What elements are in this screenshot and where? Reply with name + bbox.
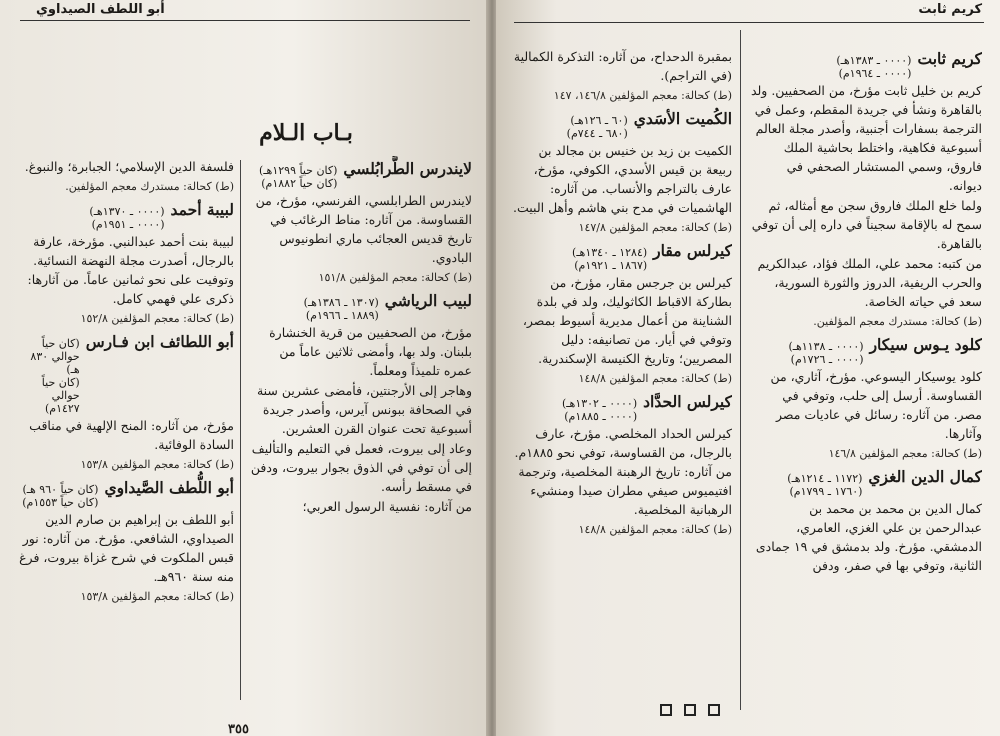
- header-rule: [20, 20, 470, 21]
- entry-text: الكميت بن زيد بن خنيس بن مجالد بن ربيعة بن قيس الأسدي، الكوفي، مؤرخ، عارف بالتراجم والأنساب. من آثاره: الهاشميات في مدح بني هاشم وأهل البيت.: [513, 143, 732, 215]
- entry-name: كيرلس مقار: [653, 241, 732, 260]
- entry-dates: (٦٠ ـ ١٢٦هـ) (٦٨٠ ـ ٧٤٤م): [566, 114, 628, 140]
- entry-heading: [750, 467, 982, 498]
- square-ornament: [708, 704, 720, 716]
- entry-name: كريم ثابت: [917, 49, 982, 68]
- entry-dates: (٠٠٠٠ ـ ١٣٨٣هـ) (٠٠٠٠ ـ ١٩٦٤م): [836, 54, 912, 80]
- entry-text: فلسفة الدين الإسلامي؛ الجبابرة؛ والنبوغ.: [24, 159, 234, 174]
- entry-heading: [750, 49, 982, 80]
- column-divider: [740, 30, 741, 710]
- entry-name: كلود يـوس سيكار: [869, 335, 982, 354]
- entry-reference: (ط) كحالة: معجم المؤلفين ١٤٧/٨: [578, 221, 732, 234]
- entry-text: من آثاره: نفسية الرسول العربي؛: [302, 499, 472, 514]
- entry-dates: (٠٠٠٠ ـ ١١٣٨هـ) (٠٠٠٠ ـ ١٧٢٦م): [788, 340, 864, 366]
- column-c: [510, 46, 732, 706]
- entry-dates: (٠٠٠٠ ـ ١٣٠٢هـ) (٠٠٠٠ ـ ١٨٨٥م): [562, 397, 638, 423]
- entry-name: أبو اللُّطف الصَّيداوي: [104, 478, 234, 497]
- entry-reference: (ط) كحالة: معجم المؤلفين ١٥٣/٨: [80, 458, 234, 471]
- entry-text: من كتبه: محمد علي، الملك فؤاد، عبدالكريم والحرب الريفية، الدروز والثورة السورية، سعد في حياته الخاصة.: [757, 256, 982, 309]
- entry-heading: [750, 335, 982, 366]
- entry-text: وهاجر إلى الأرجنتين، فأمضى عشرين سنة في الصحافة ببونس آيرس، وأصدر جريدة أسبوعية تحت عنوان القرن العشرين.: [256, 383, 472, 436]
- entry-reference: (ط) كحالة: معجم المؤلفين ١٥٣/٨: [80, 590, 234, 603]
- entry-name: كمال الدين الغزي: [868, 467, 982, 486]
- entry-reference: (ط) كحالة: مستدرك معجم المؤلفين.: [65, 180, 234, 193]
- entry-name: لبيبة أحمد: [170, 200, 234, 219]
- entry-reference: (ط) كحالة: معجم المؤلفين ١٤٦/٨: [828, 447, 982, 460]
- entry-text: كريم بن خليل ثابت مؤرخ، من الصحفيين. ولد بالقاهرة ونشأ في جريدة المقطم، وعمل في الترجمة بسفارات أجنبية، وأصدر مجلة العالم أسبوعية فكاهية، واختلط بحاشية الملك فاروق، وسمي المستشار الصحفي في ديوانه.: [750, 83, 982, 193]
- section-title: بـاب الـلام: [259, 120, 353, 146]
- entry-heading: [510, 109, 732, 140]
- entry-name: أبو اللطائف ابن فـارس: [85, 332, 234, 351]
- entry-dates: (كان حياً ١٢٩٩هـ) (كان حياً ١٨٨٢م): [259, 164, 338, 190]
- entry-text: لايندرس الطرابلسي، الفرنسي، مؤرخ، من القساوسة. من آثاره: مناط الرغائب في تاريخ قديس العجائب ماري انطونيوس البادوي.: [255, 193, 472, 265]
- entry-dates: (١١٧٢ ـ ١٢١٤هـ) (١٧٦٠ ـ ١٧٩٩م): [787, 472, 863, 498]
- entry-reference: (ط) كحالة: معجم المؤلفين ١٥١/٨: [318, 271, 472, 284]
- entry-text: مؤرخ، من آثاره: المنح الإلهية في مناقب السادة الوفائية.: [29, 418, 234, 452]
- entry-reference: (ط) كحالة: معجم المؤلفين ١٤٦/٨، ١٤٧: [553, 89, 732, 102]
- left-page: [0, 0, 488, 736]
- entry-heading: [250, 159, 472, 190]
- column-d: [750, 46, 982, 706]
- entry-name: لبيب الرياشي: [384, 291, 472, 310]
- entry-text: وعاد إلى بيروت، فعمل في التعليم والتأليف إلى أن توفي في الذوق بجوار بيروت، ودفن في مسقط رأسه.: [250, 441, 472, 494]
- running-header-left: أبو اللطف الصيداوي: [36, 2, 165, 17]
- entry-dates: (كان حياً حوالي ٨٣٠ هـ) (كان حياً حوالي ١٤٢٧م): [30, 337, 80, 415]
- running-header-right: كريم ثابت: [918, 2, 982, 17]
- entry-text: لبيبة بنت أحمد عبدالنبي. مؤرخة، عارفة بالرجال، أصدرت مجلة النهضة النسائية. وتوفيت على نحو ثمانين عاماً. من آثارها: ذكرى علي فهمي كامل.: [27, 234, 234, 306]
- entry-dates: (كان حياً ٩٦٠ هـ) (كان حياً ١٥٥٣م): [22, 483, 99, 509]
- entry-heading: [510, 241, 732, 272]
- entry-reference: (ط) كحالة: مستدرك معجم المؤلفين.: [813, 315, 982, 328]
- header-rule: [514, 22, 984, 23]
- entry-text: كيرلس بن جرجس مقار، مؤرخ، من بطاركة الاقباط الكاثوليك، ولد في بلدة الشناينة من أعمال مديرية أسيوط بمصر، وتوفي في أيار. من تصانيفه: دليل المصريين؛ وتاريخ الكنيسة الإسكندرية.: [522, 275, 732, 366]
- entry-name: كيرلس الحدَّاد: [643, 392, 732, 411]
- entry-text: كمال الدين بن محمد بن محمد بن عبدالرحمن بن علي الغزي، العامري، الدمشقي. مؤرخ. ولد بدمشق في ١٩ جمادى الثانية، وتوفي بها في صفر، ودفن: [755, 501, 982, 573]
- square-ornament: [660, 704, 672, 716]
- entry-dates: (١٣٠٧ ـ ١٣٨٦هـ) (١٨٨٩ ـ ١٩٦٦م): [303, 296, 379, 322]
- entry-heading: [250, 291, 472, 322]
- right-page: [496, 0, 1000, 736]
- entry-text: كيرلس الحداد المخلصي. مؤرخ، عارف بالرجال، من القساوسة، توفي نحو ١٨٨٥م. من آثاره: تاريخ الرهبنة المخلصية، وترجمة افتيميوس صيفي مطران صيدا ومنشيء الرهبانية المخلصية.: [514, 426, 732, 517]
- column-divider: [240, 160, 241, 700]
- entry-heading: [510, 392, 732, 423]
- entry-text: كلود يوسيكار اليسوعي. مؤرخ، آثاري، من القساوسة. أرسل إلى حلب، وتوفي في مصر. من آثاره: رسائل في عاديات مصر وآثارها.: [770, 369, 982, 441]
- entry-reference: (ط) كحالة: معجم المؤلفين ١٤٨/٨: [578, 523, 732, 536]
- page-number: ٣٥٥: [228, 722, 249, 736]
- entry-reference: (ط) كحالة: معجم المؤلفين ١٤٨/٨: [578, 372, 732, 385]
- entry-text: بمقبرة الدحداح، من آثاره: التذكرة الكمالية (في التراجم).: [513, 49, 732, 83]
- square-ornament: [684, 704, 696, 716]
- entry-heading: [18, 200, 234, 231]
- entry-heading: [18, 332, 234, 415]
- column-b: [250, 156, 472, 716]
- end-ornament: [660, 704, 720, 716]
- entry-text: أبو اللطف بن إبراهيم بن صارم الدين الصيداوي، الشافعي. مؤرخ. من آثاره: نور قبس الملكوت في شرح غزاة بيروت، فرغ منه سنة ٩٦٠هـ.: [19, 512, 234, 584]
- entry-text: مؤرخ، من الصحفيين من قرية الخنشارة بلبنان. ولد بها، وأمضى ثلاثين عاماً من عمره تلميذاً ومعلماً.: [269, 325, 472, 378]
- entry-name: لايندرس الطَّرابُلسي: [343, 159, 472, 178]
- entry-dates: (١٢٨٤ ـ ١٣٤٠هـ) (١٨٦٧ ـ ١٩٢١م): [572, 246, 648, 272]
- entry-text: ولما خلع الملك فاروق سجن مع أمثاله، ثم سمح له بالإقامة سجيناً في داره إلى أن توفي بالقاهرة.: [751, 198, 982, 251]
- column-a: [18, 156, 234, 716]
- entry-name: الكُميت الأسَدي: [633, 109, 732, 128]
- entry-dates: (٠٠٠٠ ـ ١٣٧٠هـ) (٠٠٠٠ ـ ١٩٥١م): [89, 205, 165, 231]
- entry-heading: [18, 478, 234, 509]
- entry-reference: (ط) كحالة: معجم المؤلفين ١٥٢/٨: [80, 312, 234, 325]
